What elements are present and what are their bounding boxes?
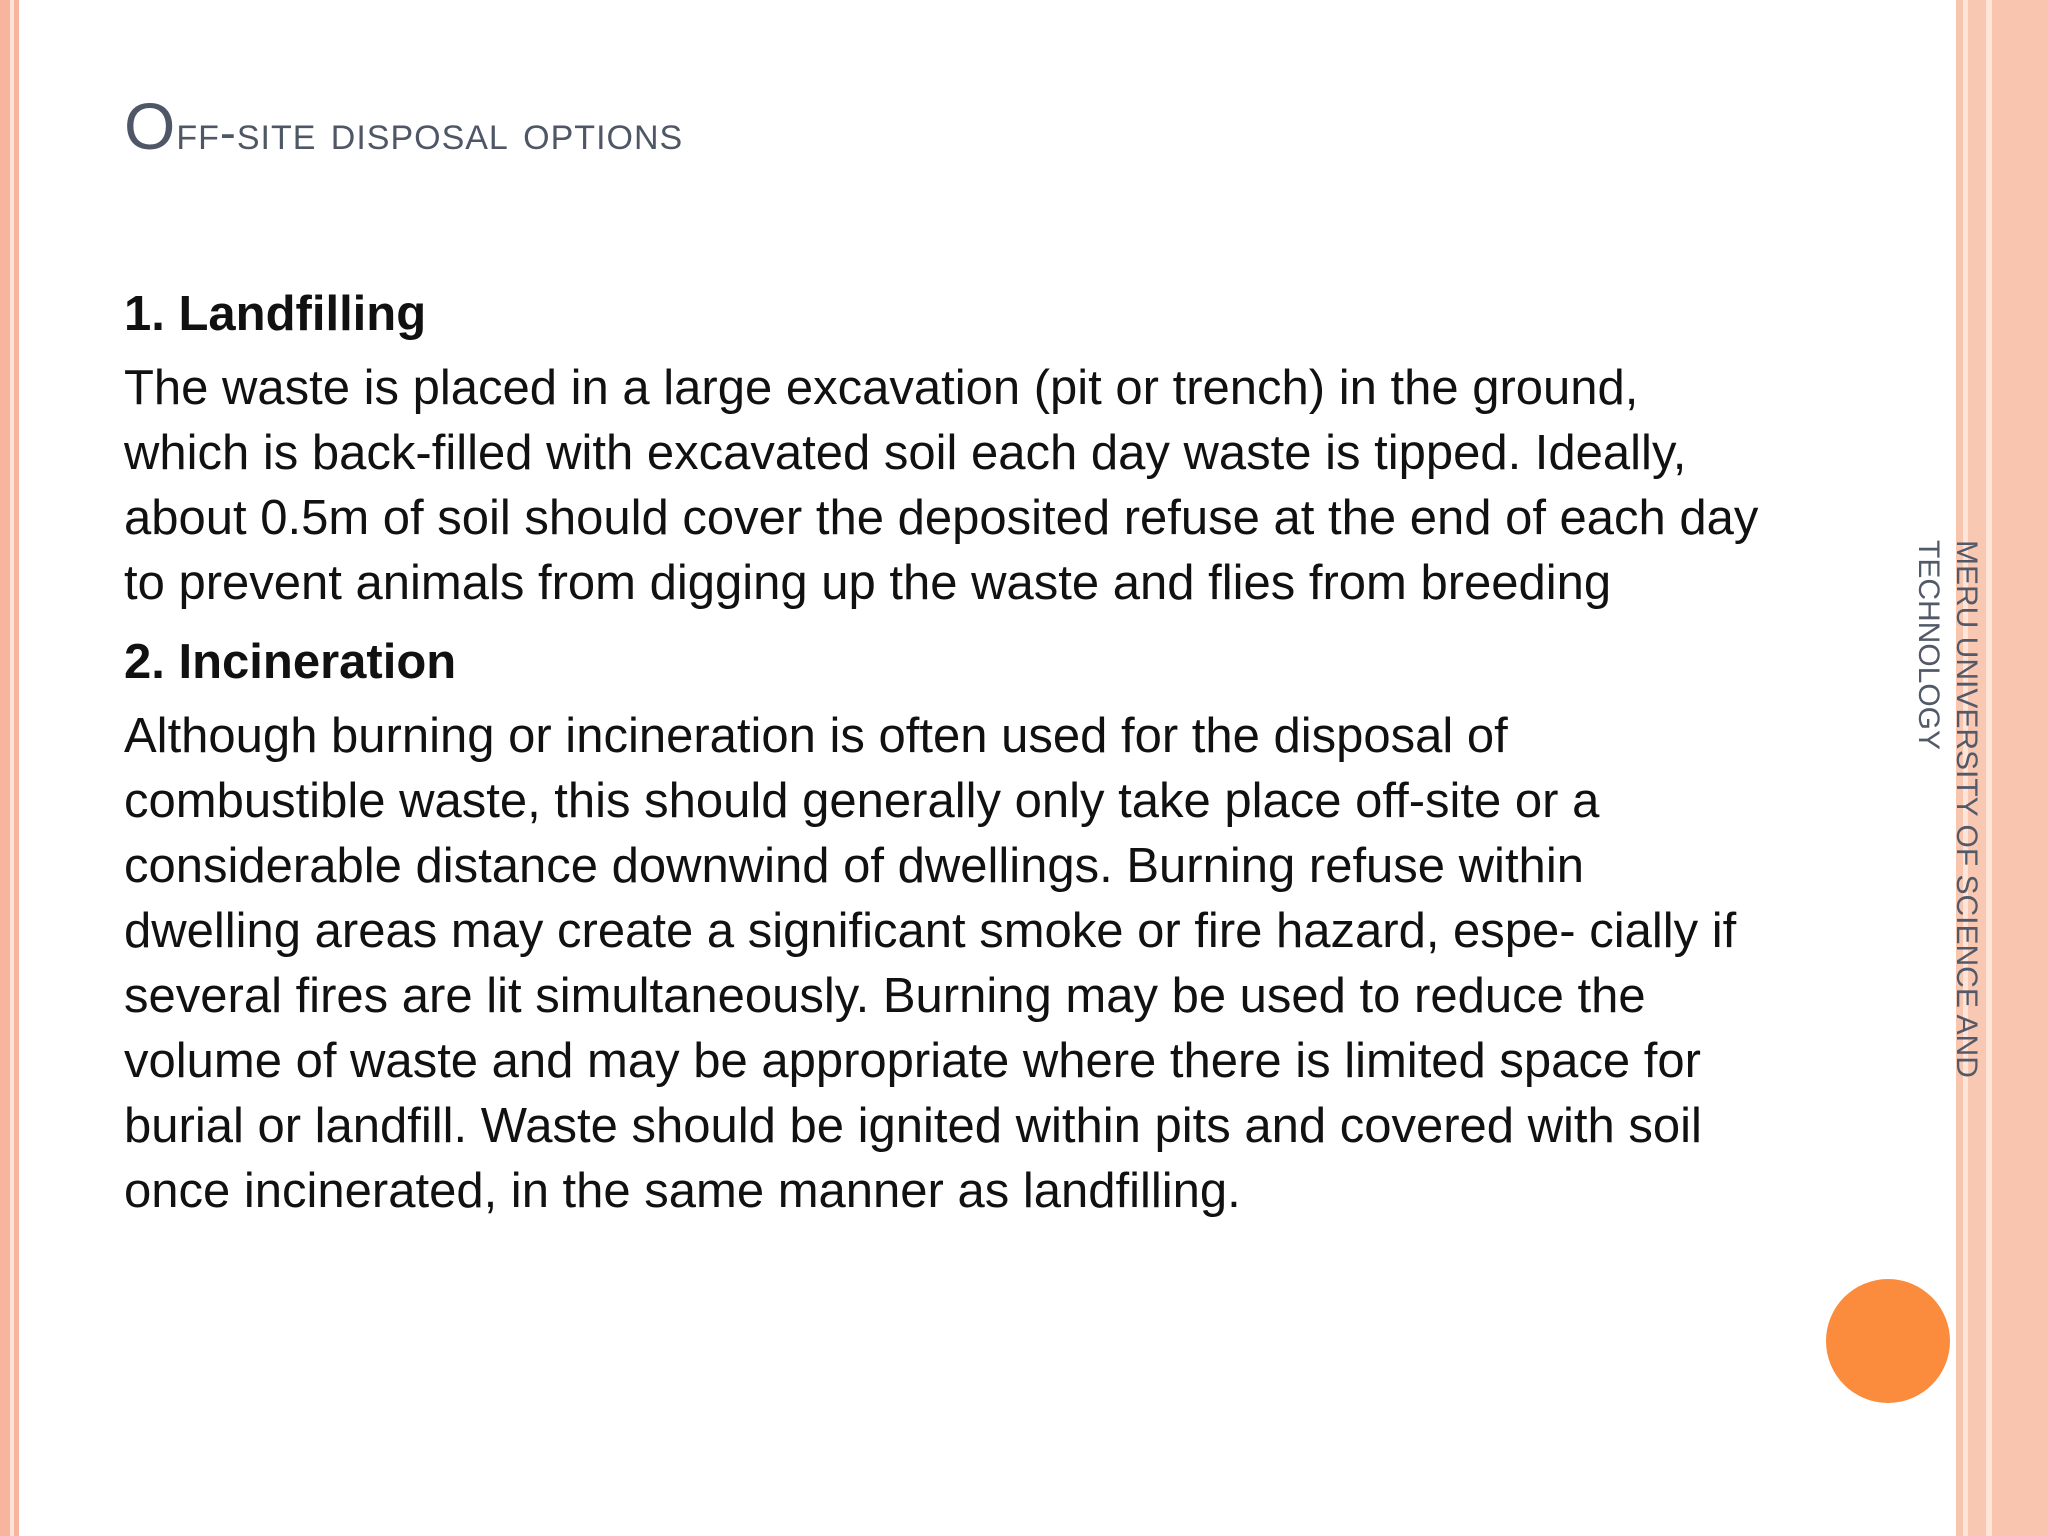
slide-title-rest: ff-site disposal options (176, 107, 684, 160)
slide-content (124, 282, 1764, 1238)
institution-footer: MERU UNIVERSITY OF SCIENCE AND TECHNOLOGY (1912, 540, 1983, 1078)
decorative-circle (1826, 1279, 1950, 1403)
section-body-incineration: Although burning or incineration is often used for the disposal of combustible waste, this should generally only take place off-site or a considerable distance downwind of dwellings. Burning refuse within dwelling areas may create a significant smoke or fire hazard, espe- cially if several fires are lit simultaneously. Burning may be used to reduce the volume of waste and may be appropriate where there is limited space for burial or landfill. Waste should be ignited within pits and covered with soil once incinerated, in the same manner as landfilling. (124, 709, 1737, 1218)
left-border-stripe (0, 0, 10, 1536)
slide-title (124, 88, 683, 164)
section-heading-incineration: 2. Incineration (124, 635, 457, 689)
slide-title-initial: O (124, 89, 177, 163)
section-body-landfilling: The waste is placed in a large excavation (pit or trench) in the ground, which is back-filled with excavated soil each day waste is tipped. Ideally, about 0.5m of soil should cover the deposited refuse at the end of each day to prevent animals from digging up the waste and flies from breeding (124, 361, 1759, 610)
section-heading-landfilling: 1. Landfilling (124, 287, 427, 341)
right-border-stripe (1992, 0, 2048, 1536)
left-border-stripe (14, 0, 19, 1536)
